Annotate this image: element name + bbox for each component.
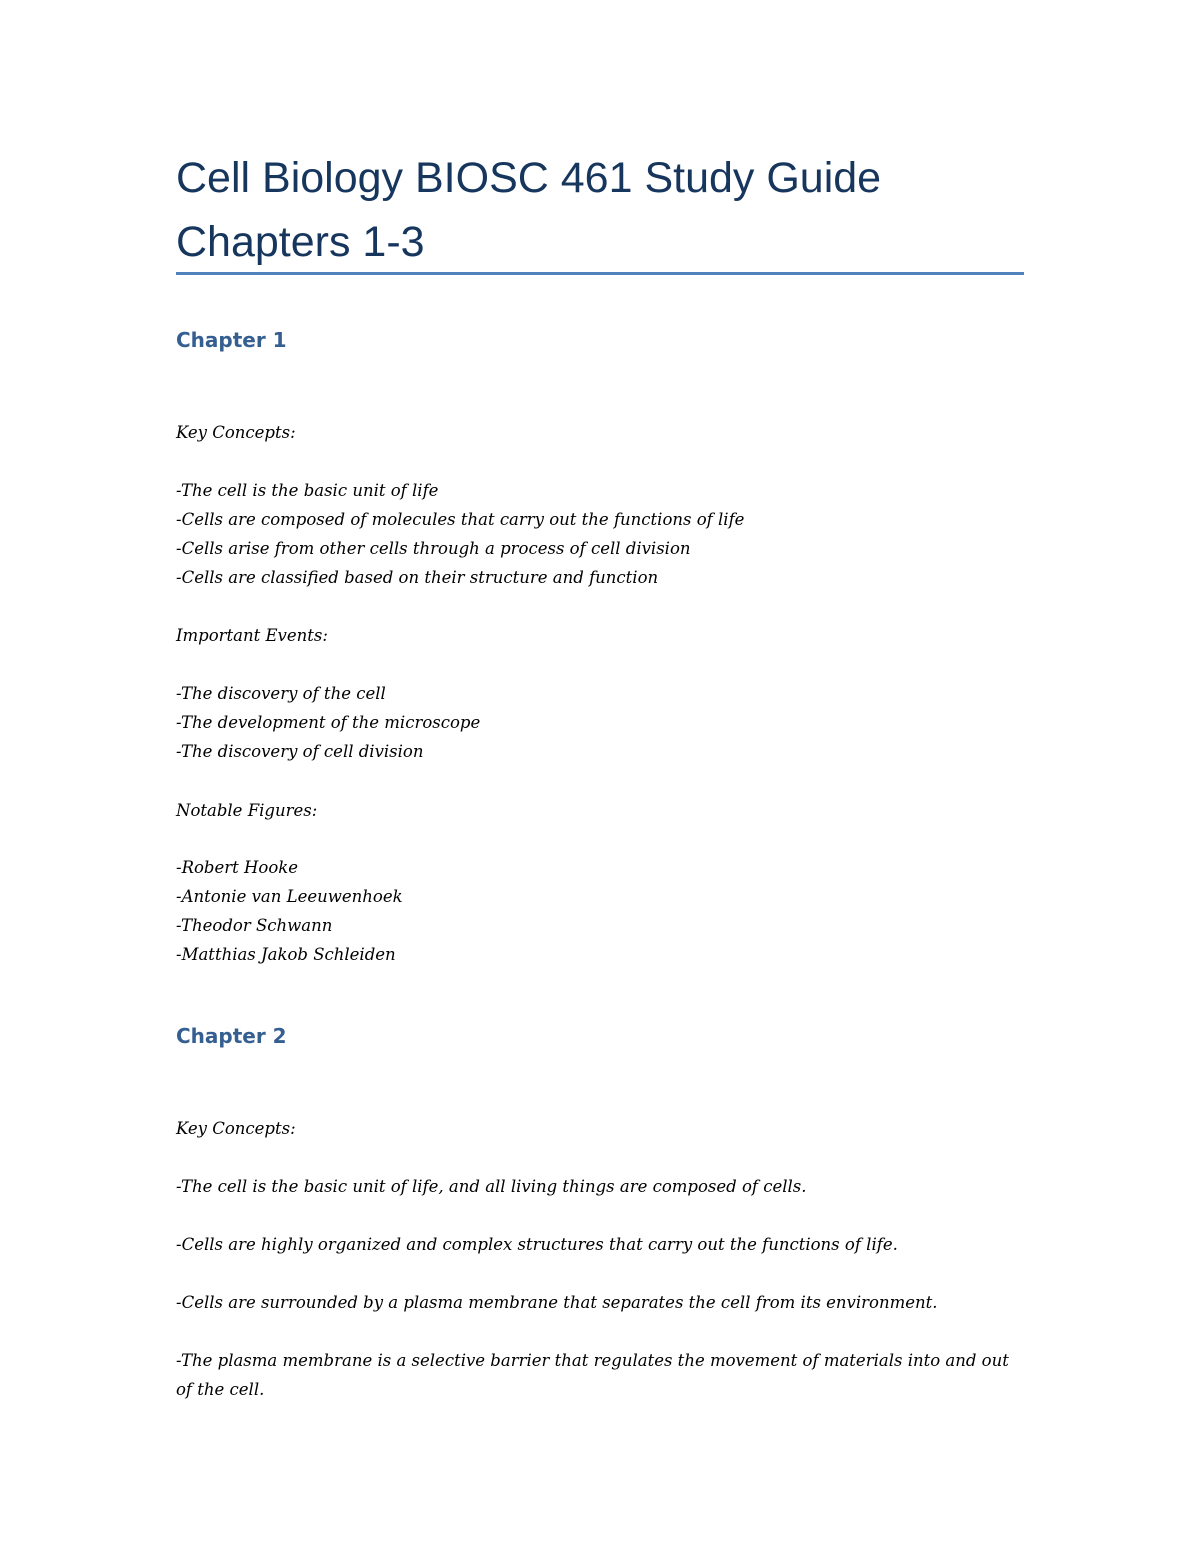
chapter-2-key-concept: -The cell is the basic unit of life, and all living things are composed of cells. [176,1177,807,1196]
chapter-1-notable-figure: -Antonie van Leeuwenhoek [176,887,403,906]
title-underline [176,272,1024,275]
document-title: Cell Biology BIOSC 461 Study Guide Chapters 1-3 [176,154,882,266]
chapter-1-notable-figures-label: Notable Figures: [176,801,318,820]
chapter-1-key-concepts-label: Key Concepts: [176,423,296,442]
chapter-2-key-concept: -Cells are highly organized and complex structures that carry out the functions of life. [176,1235,898,1254]
chapter-2-key-concept: -Cells are surrounded by a plasma membrane that separates the cell from its environment. [176,1293,938,1312]
chapter-1-important-event: -The discovery of the cell [176,684,386,703]
chapter-1-important-event: -The discovery of cell division [176,742,424,761]
chapter-1-important-event: -The development of the microscope [176,713,481,732]
chapter-2-key-concepts-label: Key Concepts: [176,1119,296,1138]
chapter-1-key-concept: -The cell is the basic unit of life [176,481,439,500]
chapter-1-notable-figure: -Theodor Schwann [176,916,333,935]
chapter-1-notable-figure: -Robert Hooke [176,858,299,877]
chapter-2-key-concept: -The plasma membrane is a selective barrier that regulates the movement of materials into and out of the cell. [176,1351,1009,1399]
chapter-1-important-events-label: Important Events: [176,626,328,645]
chapter-1-key-concept: -Cells are composed of molecules that carry out the functions of life [176,510,745,529]
chapter-2-heading: Chapter 2 [176,1024,287,1048]
chapter-1-key-concept: -Cells arise from other cells through a process of cell division [176,539,691,558]
chapter-1-heading: Chapter 1 [176,328,287,352]
chapter-1-key-concept: -Cells are classified based on their structure and function [176,568,659,587]
chapter-1-notable-figure: -Matthias Jakob Schleiden [176,945,396,964]
